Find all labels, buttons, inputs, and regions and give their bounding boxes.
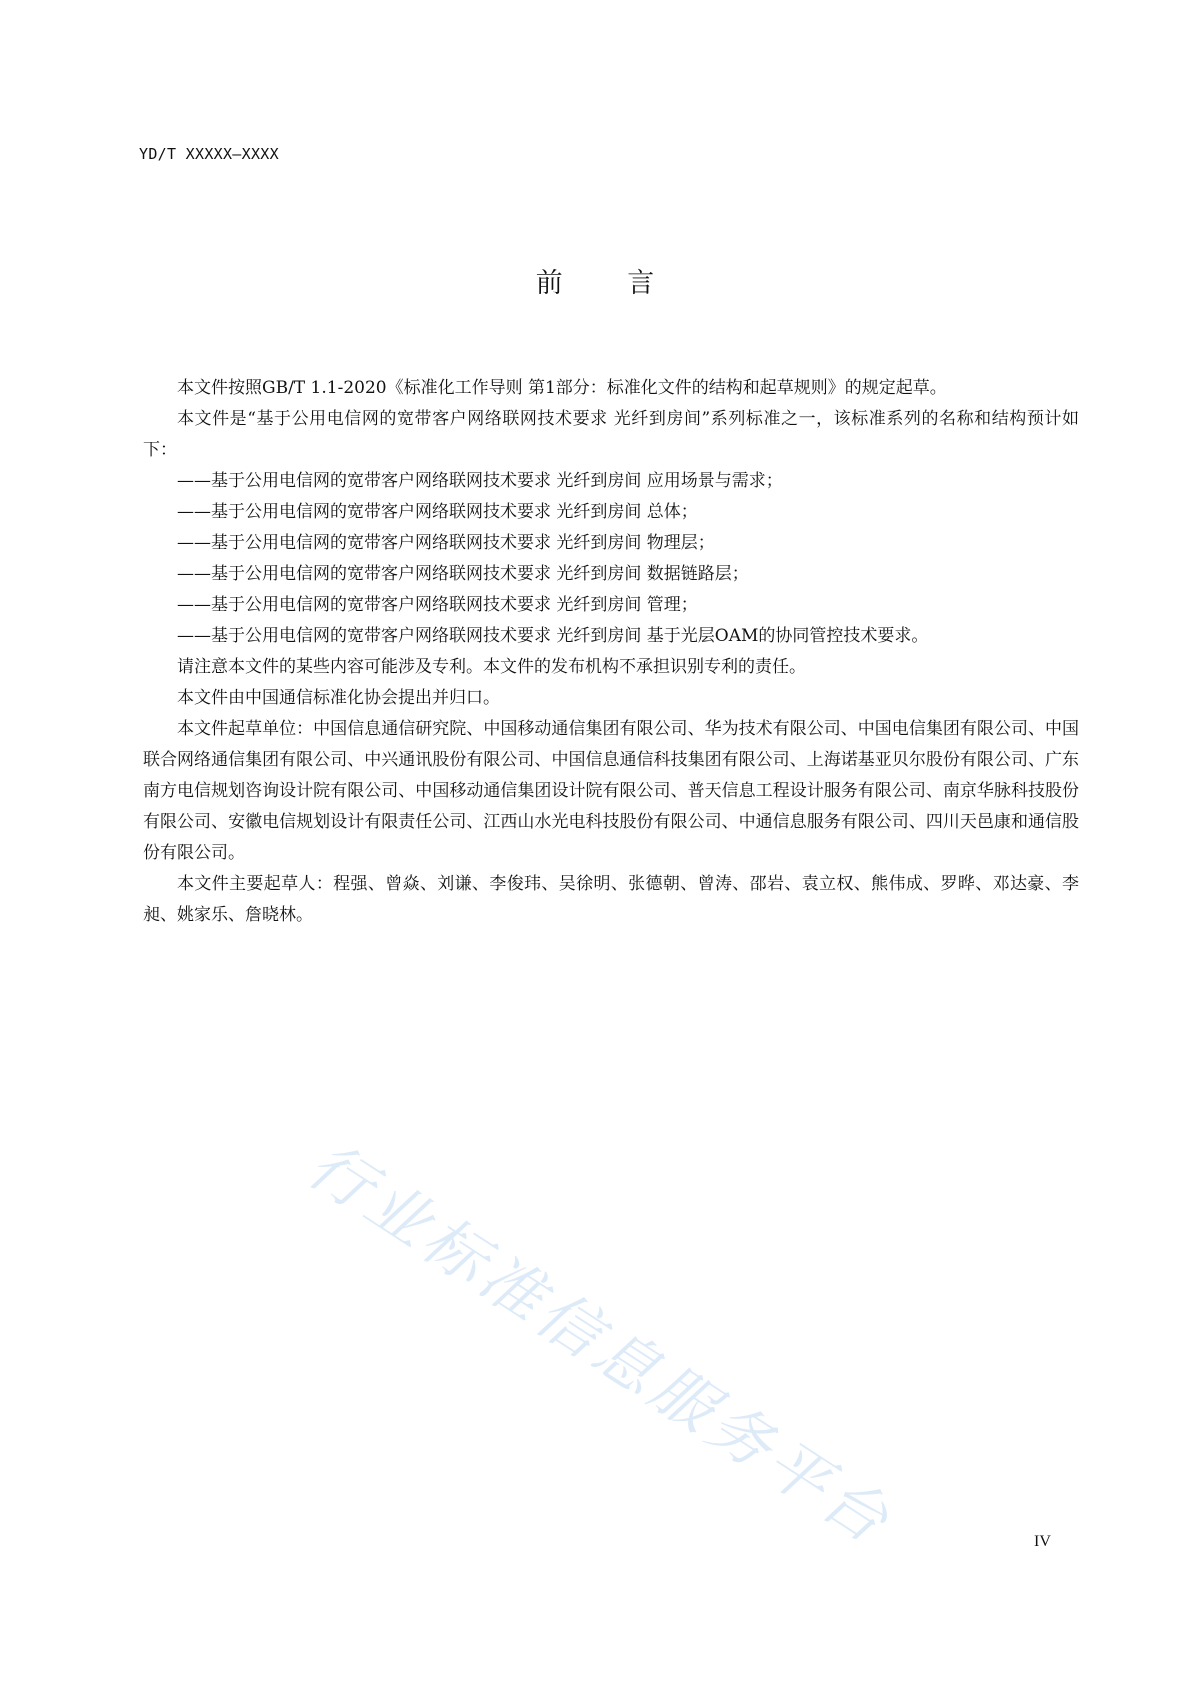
page-title: 前 言 bbox=[535, 268, 683, 299]
series-item-scenarios: ——基于公用电信网的宽带客户网络联网技术要求 光纤到房间 应用场景与需求； bbox=[177, 471, 783, 491]
paragraph-series-intro: 本文件是“基于公用电信网的宽带客户网络联网技术要求 光纤到房间”系列标准之一，该标准系列的名称和结构预计如下： bbox=[143, 409, 1079, 460]
document-id: YD/T XXXXX—XXXX bbox=[139, 145, 279, 163]
foreword-body bbox=[143, 373, 1079, 931]
paragraph-drafting-units: 本文件起草单位：中国信息通信研究院、中国移动通信集团有限公司、华为技术有限公司、中国电信集团有限公司、中国联合网络通信集团有限公司、中兴通讯股份有限公司、中国信息通信科技集团有限公司、上海诺基亚贝尔股份有限公司、广东南方电信规划咨询设计院有限公司、中国移动通信集团设计院有限公司、普天信息工程设计服务有限公司、南京华脉科技股份有限公司、安徽电信规划设计有限责任公司、江西山水光电科技股份有限公司、中通信息服务有限公司、四川天邑康和通信股份有限公司。 bbox=[143, 719, 1079, 863]
series-item-oam: ——基于公用电信网的宽带客户网络联网技术要求 光纤到房间 基于光层OAM的协同管控技术要求。 bbox=[177, 626, 929, 646]
paragraph-drafters: 本文件主要起草人：程强、曾焱、刘谦、李俊玮、吴徐明、张德朝、曾涛、邵岩、袁立权、熊伟成、罗晔、邓达豪、李昶、姚家乐、詹晓林。 bbox=[143, 874, 1079, 925]
series-item-general: ——基于公用电信网的宽带客户网络联网技术要求 光纤到房间 总体； bbox=[177, 502, 698, 522]
paragraph-patent-notice: 请注意本文件的某些内容可能涉及专利。本文件的发布机构不承担识别专利的责任。 bbox=[177, 657, 806, 677]
paragraph-proposer: 本文件由中国通信标准化协会提出并归口。 bbox=[177, 688, 500, 708]
series-item-management: ——基于公用电信网的宽带客户网络联网技术要求 光纤到房间 管理； bbox=[177, 595, 698, 615]
page-number: IV bbox=[1034, 1533, 1051, 1550]
paragraph-drafting-basis: 本文件按照GB/T 1.1-2020《标准化工作导则 第1部分：标准化文件的结构和起草规则》的规定起草。 bbox=[177, 378, 947, 398]
watermark: 行业标准信息服务平台 bbox=[295, 1128, 906, 1560]
series-item-data-link-layer: ——基于公用电信网的宽带客户网络联网技术要求 光纤到房间 数据链路层； bbox=[177, 564, 749, 584]
series-item-physical-layer: ——基于公用电信网的宽带客户网络联网技术要求 光纤到房间 物理层； bbox=[177, 533, 715, 553]
